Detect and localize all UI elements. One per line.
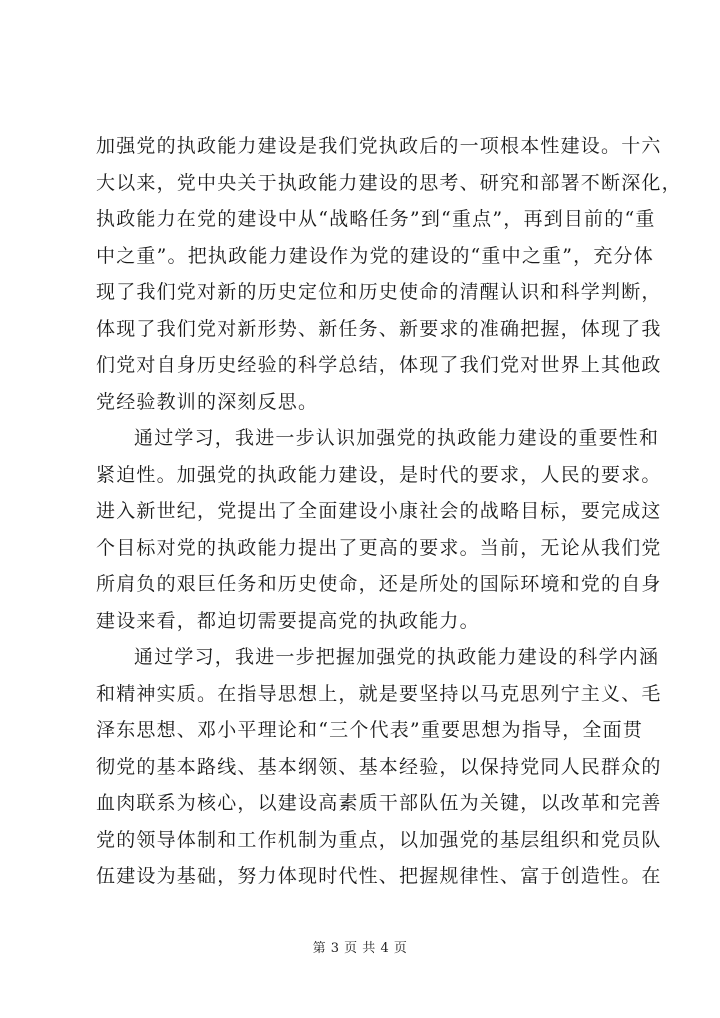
paragraph-3-line-3: 泽东思想、邓小平理论和“三个代表”重要思想为指导，全面贯 [96, 719, 644, 741]
paragraph-3-line-5: 血肉联系为核心，以建设高素质干部队伍为关键，以改革和完善 [96, 792, 662, 814]
paragraph-3-line-1: 通过学习，我进一步把握加强党的执政能力建设的科学内涵 [134, 646, 660, 668]
paragraph-2-line-6: 建设来看，都迫切需要提高党的执政能力。 [96, 609, 480, 632]
page-footer-number: 第 3 页 共 4 页 [312, 941, 408, 956]
paragraph-1-line-3: 执政能力在党的建设中从“战略任务”到“重点”，再到目前的“重 [96, 208, 656, 230]
paragraph-3-line-6: 党的领导体制和工作机制为重点，以加强党的基层组织和党员队 [96, 828, 662, 851]
paragraph-1-line-5: 现了我们党对新的历史定位和历史使命的清醒认识和科学判断， [96, 281, 662, 303]
paragraph-2-line-4: 个目标对党的执政能力提出了更高的要求。当前，无论从我们党 [96, 536, 662, 559]
paragraph-1-line-4: 中之重”。把执政能力建设作为党的建设的“重中之重”，充分体 [96, 244, 654, 267]
paragraph-3-line-4: 彻党的基本路线、基本纲领、基本经验，以保持党同人民群众的 [96, 755, 662, 778]
paragraph-1-line-7: 们党对自身历史经验的科学总结，体现了我们党对世界上其他政 [96, 354, 662, 376]
paragraph-1-line-8: 党经验教训的深刻反思。 [96, 390, 319, 413]
paragraph-2-line-5: 所肩负的艰巨任务和历史使命，还是所处的国际环境和党的自身 [96, 573, 662, 595]
paragraph-2-line-1: 通过学习，我进一步认识加强党的执政能力建设的重要性和 [134, 427, 660, 449]
paragraph-2-line-3: 进入新世纪，党提出了全面建设小康社会的战略目标，要完成这 [96, 500, 662, 522]
paragraph-1-line-2: 大以来，党中央关于执政能力建设的思考、研究和部署不断深化， [96, 171, 682, 194]
document-body [96, 128, 682, 895]
paragraph-1-line-1: 加强党的执政能力建设是我们党执政后的一项根本性建设。十六 [96, 135, 662, 157]
paragraph-1-line-6: 体现了我们党对新形势、新任务、新要求的准确把握，体现了我 [96, 317, 662, 340]
paragraph-3-line-2: 和精神实质。在指导思想上，就是要坚持以马克思列宁主义、毛 [96, 682, 662, 705]
paragraph-3-line-7: 伍建设为基础，努力体现时代性、把握规律性、富于创造性。在 [96, 865, 662, 887]
paragraph-2-line-2: 紧迫性。加强党的执政能力建设，是时代的要求，人民的要求。 [96, 463, 662, 486]
